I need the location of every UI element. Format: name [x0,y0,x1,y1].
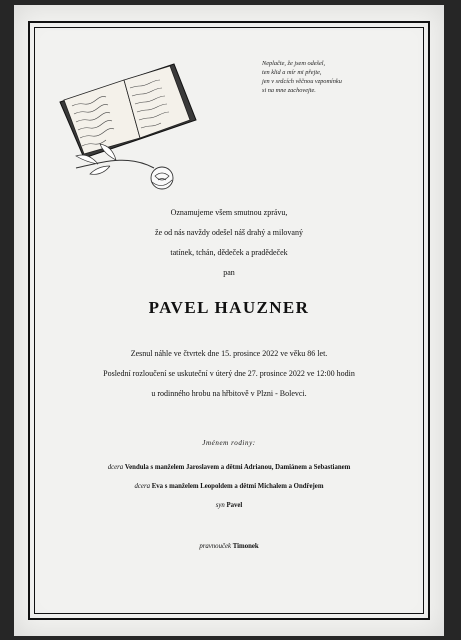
family-relation: syn [215,502,225,509]
poem-line: Neplačte, že jsem odešel, [262,60,326,67]
announcement-line: Oznamujeme všem smutnou zprávu, [170,208,288,217]
family-relation: dcera [107,464,124,471]
family-names: Pavel [226,502,243,509]
obituary-paper [14,5,444,636]
open-book-illustration [58,50,198,200]
family-names: Timonek [232,543,259,550]
family-member [14,483,444,490]
detail-line: u rodinného hrobu na hřbitově v Plzni - Bolevci. [151,389,307,398]
detail-line: Poslední rozloučení se uskuteční v úterý dne 27. prosince 2022 ve 12:00 hodin [103,369,355,378]
family-member [14,502,444,509]
deceased-name: PAVEL HAUZNER [148,298,310,317]
announcement-line: pan [223,268,235,277]
family-names: Vendula s manželem Jaroslavem a dětmi Adrianou, Damiánem a Sebastianem [124,464,351,471]
poem-line: ten klid a mír mi přejte, [262,69,322,76]
family-member [14,543,444,550]
announcement-line: že od nás navždy odešel náš drahý a milovaný [155,228,303,237]
family-names: Eva s manželem Leopoldem a dětmi Michalem a Ondřejem [151,483,324,490]
announcement-line: tatínek, tchán, dědeček a pradědeček [170,248,288,257]
poem-line: jen v srdcích věčnou vzpomínku [262,78,342,85]
detail-line: Zesnul náhle ve čtvrtek dne 15. prosince 2022 ve věku 86 let. [130,349,328,358]
family-relation: pravnouček [199,543,232,550]
family-relation: dcera [134,483,150,490]
family-label: Jménem rodiny: [202,439,256,447]
poem-line: si na mne zachovejte. [262,87,316,94]
poem-verse [262,59,392,95]
family-member [14,464,444,471]
